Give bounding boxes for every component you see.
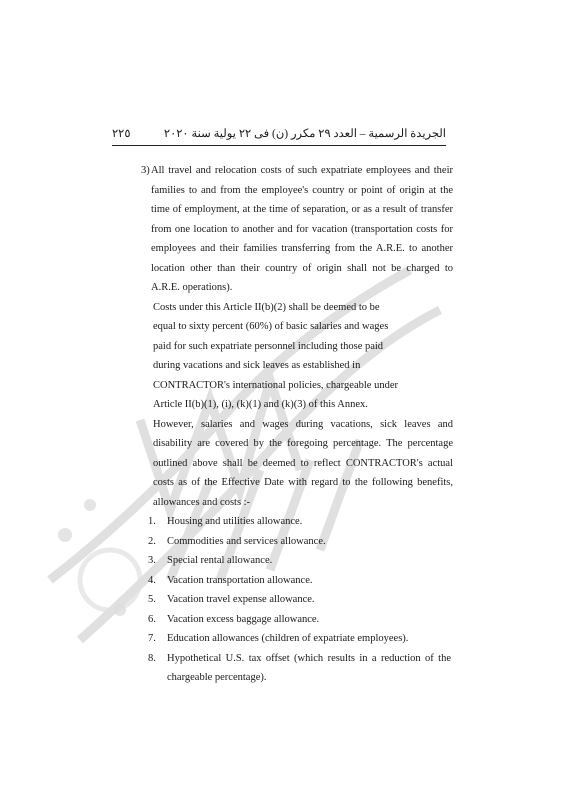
gazette-title: الجريدة الرسمية – العدد ٢٩ مكرر (ن) فى ٢٢ يولية سنة ٢٠٢٠ bbox=[163, 128, 446, 140]
list-item-number: 1. bbox=[148, 516, 156, 527]
list-item-text: Education allowances (children of expatriate employees). bbox=[167, 633, 409, 644]
list-item bbox=[141, 551, 453, 571]
benefits-list bbox=[141, 512, 453, 688]
costs-paragraph: Costs under this Article II(b)(2) shall be deemed to be equal to sixty percent (60%) of basic salaries and wages paid for such expatriate personnel including those paid during vacations and sick leaves as established in CONTRACTOR's international policies, chargeable under Article II(b)(1), (i), (k)(1) and (k)(3) of this Annex. bbox=[153, 301, 398, 410]
list-item-text: Commodities and services allowance. bbox=[167, 535, 326, 547]
item-3-text: All travel and relocation costs of such expatriate employees and their families to and from the employee's country or point of origin at the time of employment, at the time of separation, or as a result of transfer from one location to another and for vacation (transportation costs for employees and their families transferring from the A.R.E. to another location other than their country of origin shall not be charged to A.R.E. operations). bbox=[151, 165, 453, 293]
header-rule bbox=[112, 145, 446, 146]
item-3 bbox=[141, 161, 453, 298]
list-item bbox=[141, 629, 453, 649]
list-item bbox=[141, 610, 453, 630]
item-3-number: 3) bbox=[141, 165, 150, 176]
list-item-text: Hypothetical U.S. tax offset (which results in a reduction of the chargeable percentage). bbox=[167, 652, 451, 683]
list-item-number: 7. bbox=[148, 633, 156, 644]
list-item bbox=[141, 532, 453, 552]
however-paragraph: However, salaries and wages during vacations, sick leaves and disability are covered by the foregoing percentage. The percentage outlined above shall be deemed to reflect CONTRACTOR's actual costs as of the Effective Date with regard to the following benefits, allowances and costs :- bbox=[153, 418, 453, 508]
list-item-number: 4. bbox=[148, 574, 156, 586]
list-item-number: 6. bbox=[148, 613, 156, 625]
list-item bbox=[141, 590, 453, 610]
list-item bbox=[141, 571, 453, 591]
list-item bbox=[141, 512, 453, 532]
list-item bbox=[141, 649, 453, 688]
list-item-number: 5. bbox=[148, 594, 156, 605]
page-header bbox=[112, 126, 446, 142]
list-item-text: Housing and utilities allowance. bbox=[167, 516, 303, 527]
document-body bbox=[141, 161, 453, 688]
list-item-text: Special rental allowance. bbox=[167, 555, 273, 566]
list-item-text: Vacation excess baggage allowance. bbox=[167, 613, 320, 625]
list-item-number: 2. bbox=[148, 535, 156, 547]
list-item-number: 8. bbox=[148, 652, 156, 664]
list-item-number: 3. bbox=[148, 555, 156, 566]
list-item-text: Vacation travel expense allowance. bbox=[167, 594, 315, 605]
list-item-text: Vacation transportation allowance. bbox=[167, 574, 313, 586]
page-number: ٢٢٥ bbox=[112, 128, 131, 140]
